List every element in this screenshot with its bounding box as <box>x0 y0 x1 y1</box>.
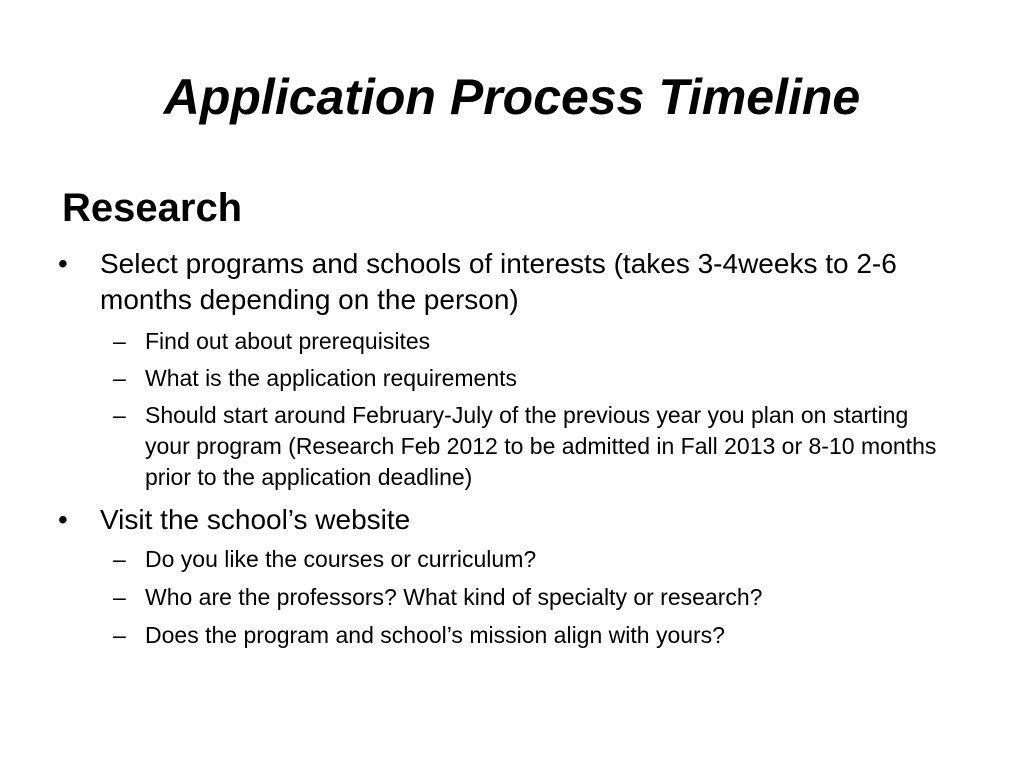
sub-list-item <box>113 400 955 493</box>
dash-icon: – <box>113 584 126 610</box>
bullet-icon: • <box>58 248 68 279</box>
sub-list-item <box>113 326 955 357</box>
dash-icon: – <box>113 622 126 648</box>
sub-list-item <box>113 582 955 613</box>
sub-list-item-text: Do you like the courses or curriculum? <box>145 546 537 572</box>
dash-icon: – <box>113 328 126 354</box>
slide-title: Application Process Timeline <box>163 69 861 125</box>
sub-list-item-text: Find out about prerequisites <box>145 328 431 354</box>
sub-list-item-text: What is the application requirements <box>145 365 518 391</box>
dash-icon: – <box>113 546 126 572</box>
list-item <box>58 246 940 318</box>
sub-list-item-text: Does the program and school’s mission align with yours? <box>145 622 725 648</box>
sub-list-item <box>113 620 955 651</box>
section-heading: Research <box>62 186 243 230</box>
dash-icon: – <box>113 365 126 391</box>
sub-list-item-text: Should start around February-July of the previous year you plan on starting your program (Research Feb 2012 to be admitted in Fall 2013 or 8-10 months prior to the application deadline) <box>145 402 937 490</box>
dash-icon: – <box>113 402 126 428</box>
list-item-text: Visit the school’s website <box>100 504 411 535</box>
sub-list-item <box>113 544 955 575</box>
bullet-icon: • <box>58 504 68 535</box>
sub-list-item <box>113 363 955 394</box>
sub-list-item-text: Who are the professors? What kind of specialty or research? <box>145 584 763 610</box>
list-item-text: Select programs and schools of interests (takes 3-4weeks to 2-6 months depending on the person) <box>100 248 897 315</box>
list-item <box>58 502 940 538</box>
